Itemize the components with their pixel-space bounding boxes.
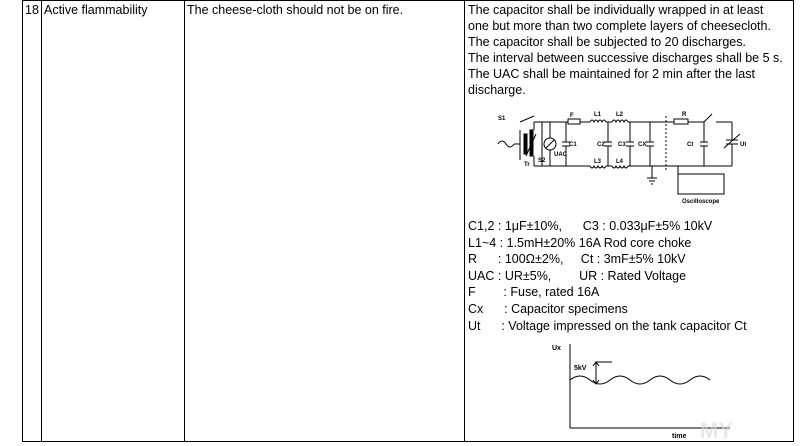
label-cx: CX (638, 142, 647, 148)
legend-row: L1~4 : 1.5mH±20% 16A Rod core choke (468, 235, 692, 250)
transformer-core (524, 134, 527, 154)
row-number: 18 (25, 3, 39, 17)
watermark: MY (700, 418, 733, 440)
ac-source-symbol (498, 141, 514, 147)
column-divider-1 (41, 0, 42, 442)
test-name: Active flammability (44, 3, 148, 17)
oscilloscope-box (678, 174, 724, 194)
requirement-text (468, 2, 790, 98)
switch-s1 (520, 116, 534, 122)
legend-row: R : 100Ω±2%, Ct : 3mF±5% 10kV (468, 252, 686, 267)
pass-criterion: The cheese-cloth should not be on fire. (187, 3, 404, 17)
label-s2: S2 (538, 158, 546, 164)
requirement-line: one but more than two complete layers of cheesecloth. (468, 19, 771, 33)
label-f: F (570, 113, 574, 119)
waveform-x-label: time (672, 433, 687, 440)
label-l1: L1 (594, 112, 602, 118)
inductor-l3 (590, 166, 606, 168)
resistor-r (674, 119, 688, 124)
label-ut: Ut (740, 142, 746, 148)
table-border-right (793, 0, 794, 442)
legend-row: UAC : UR±5%, UR : Rated Voltage (468, 268, 687, 283)
requirement-line: The interval between successive discharges shall be 5 s. (468, 51, 783, 65)
label-s1: S1 (498, 116, 506, 122)
label-l4: L4 (616, 159, 624, 165)
column-divider-3 (464, 0, 465, 442)
discharge-waveform (550, 340, 760, 440)
fuse-f (568, 119, 580, 124)
test-circuit-diagram (496, 108, 746, 208)
legend-row: C1,2 : 1μF±10%, C3 : 0.033μF±5% 10kV (468, 219, 713, 233)
table-border-left (22, 0, 23, 442)
requirement-line: discharge. (468, 83, 526, 97)
requirement-line: The capacitor shall be subjected to 20 discharges. (468, 35, 746, 49)
column-divider-2 (184, 0, 185, 442)
label-l3: L3 (594, 159, 602, 165)
label-c2: C2 (597, 142, 605, 148)
label-tr: Tr (524, 162, 530, 168)
waveform-y-label: Ux (552, 345, 561, 352)
requirement-line: The capacitor shall be individually wrapped in at least (468, 3, 764, 17)
label-c1: C1 (569, 142, 577, 148)
requirement-line: The UAC shall be maintained for 2 min after the last (468, 67, 755, 81)
inductor-l2 (612, 120, 628, 122)
label-uac: UAC (554, 152, 567, 158)
table-border-bottom (22, 441, 794, 442)
label-c3: C3 (618, 142, 626, 148)
inductor-l4 (612, 166, 628, 168)
component-legend (468, 218, 747, 334)
label-ct: Ct (687, 142, 694, 148)
waveform-curve (570, 376, 710, 384)
waveform-amplitude-label: 5kV (574, 365, 587, 372)
label-oscilloscope: Oscilloscope (682, 199, 720, 205)
table-border-top (22, 0, 794, 1)
legend-row: F : Fuse, rated 16A (468, 285, 600, 300)
label-r: R (682, 112, 687, 118)
legend-row: Cx : Capacitor specimens (468, 301, 628, 316)
label-l2: L2 (616, 112, 624, 118)
legend-row: Ut : Voltage impressed on the tank capacitor Ct (468, 318, 747, 333)
inductor-l1 (590, 120, 606, 122)
